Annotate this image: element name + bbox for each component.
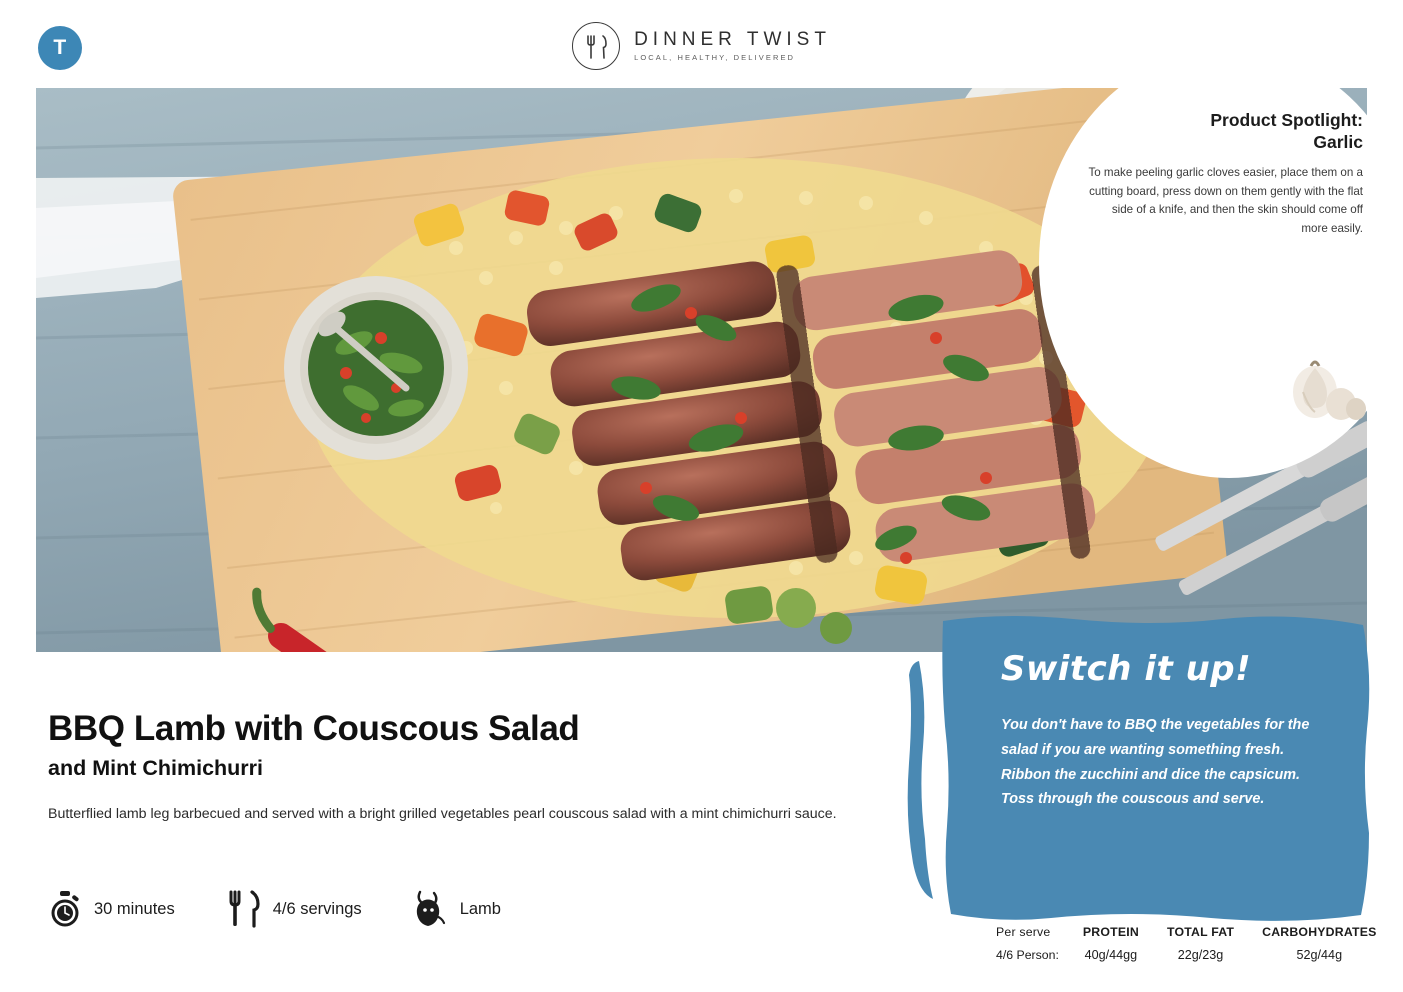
fork-knife-circle-icon: [572, 22, 620, 70]
recipe-hero-image: [36, 88, 1367, 652]
timer-icon: [48, 890, 82, 928]
nutrition-header-protein: PROTEIN: [1082, 925, 1139, 939]
nutrition-label-column: [996, 925, 1069, 962]
recipe-description: Butterflied lamb leg barbecued and served with a bright grilled vegetables pearl couscous salad with a mint chimichurri sauce.: [48, 806, 837, 823]
recipe-meta-row: [48, 890, 553, 928]
nutrition-column-carbohydrates: [1248, 925, 1390, 962]
product-spotlight-title: [1087, 110, 1363, 154]
switch-it-up-panel: [905, 613, 1375, 923]
recipe-letter-badge: T: [38, 26, 82, 70]
nutrition-value-total-fat: 22g/23g: [1177, 948, 1224, 962]
nutrition-value-protein: 40g/44gg: [1084, 948, 1138, 962]
spotlight-title-line2: Garlic: [1313, 131, 1363, 152]
nutrition-column-protein: [1069, 925, 1153, 962]
recipe-title: BBQ Lamb with Couscous Salad: [48, 709, 580, 749]
nutrition-value-carbohydrates: 52g/44g: [1296, 948, 1343, 962]
nutrition-table: [996, 925, 1391, 962]
lamb-icon: [414, 890, 448, 928]
garlic-icon: [1281, 356, 1367, 422]
meta-protein-label: Lamb: [459, 899, 501, 918]
spotlight-title-line1: Product Spotlight:: [1210, 110, 1363, 130]
nutrition-person-label: 4/6 Person:: [996, 948, 1059, 962]
brand-tagline: LOCAL, HEALTHY, DELIVERED: [634, 53, 796, 63]
nutrition-header-carbohydrates: CARBOHYDRATES: [1262, 925, 1377, 939]
meta-time-label: 30 minutes: [94, 899, 175, 918]
meta-time: [48, 890, 175, 928]
recipe-subtitle: and Mint Chimichurri: [48, 755, 263, 780]
meta-protein: [414, 890, 501, 928]
meta-servings-label: 4/6 servings: [272, 899, 362, 918]
nutrition-header-total-fat: TOTAL FAT: [1166, 925, 1235, 939]
product-spotlight-body: To make peeling garlic cloves easier, place them on a cutting board, press down on them gently with the flat side of a knife, and then the skin should come off more easily.: [1088, 165, 1363, 236]
meta-servings: [227, 890, 362, 928]
switch-it-up-body: You don't have to BBQ the vegetables for the salad if you are wanting something fresh. Ribbon the zucchini and dice the capsicum. Toss through the couscous and serve.: [1001, 717, 1310, 808]
nutrition-per-serve-label: Per serve: [996, 925, 1051, 939]
cutlery-icon: [227, 890, 261, 928]
brand-logo: [0, 22, 1403, 70]
brand-name: DINNER TWIST: [634, 29, 831, 51]
switch-it-up-title: Switch it up!: [1000, 649, 1252, 689]
nutrition-column-total-fat: [1153, 925, 1248, 962]
